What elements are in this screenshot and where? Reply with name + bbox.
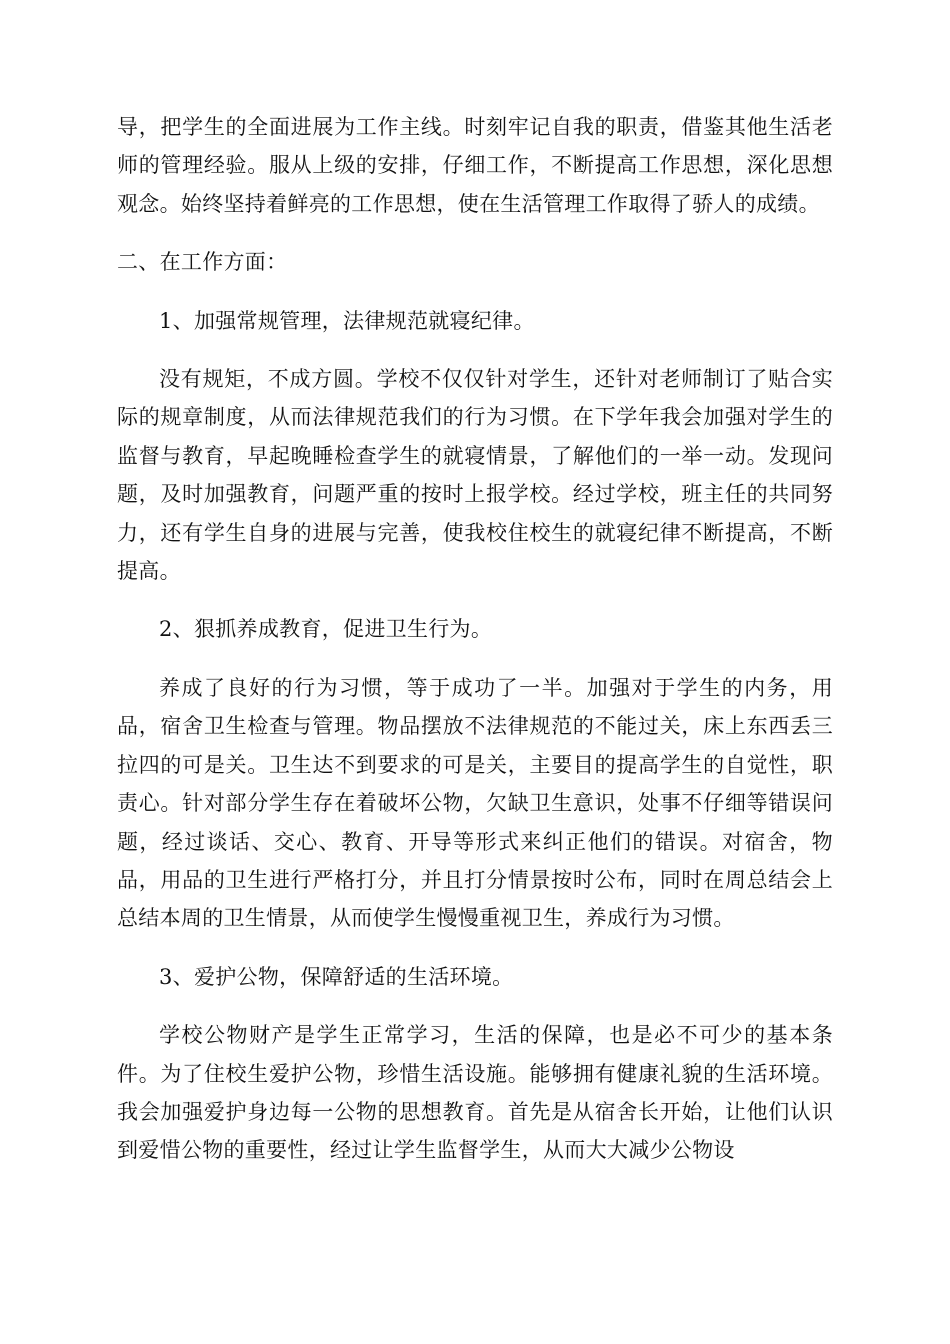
- paragraph-public-property: 学校公物财产是学生正常学习，生活的保障，也是必不可少的基本条件。为了住校生爱护公物，珍惜生活设施。能够拥有健康礼貌的生活环境。我会加强爱护身边每一公物的思想教育。首先是从宿舍长开始，让他们认识到爱惜公物的重要性，经过让学生监督学生，从而大大减少公物设: [117, 1023, 833, 1163]
- paragraph-hygiene-education: 养成了良好的行为习惯，等于成功了一半。加强对于学生的内务，用品，宿舍卫生检查与管理。物品摆放不法律规范的不能过关，床上东西丢三拉四的可是关。卫生达不到要求的可是关，主要目的提高学生的自觉性，职责心。针对部分学生存在着破坏公物，欠缺卫生意识，处事不仔细等错误问题，经过谈话、交心、教育、开导等形式来纠正他们的错误。对宿舍，物品，用品的卫生进行严格打分，并且打分情景按时公布，同时在周总结会上总结本周的卫生情景，从而使学生慢慢重视卫生，养成行为习惯。: [117, 675, 833, 931]
- paragraph-continuation: 导，把学生的全面进展为工作主线。时刻牢记自我的职责，借鉴其他生活老师的管理经验。服从上级的安排，仔细工作，不断提高工作思想，深化思想观念。始终坚持着鲜亮的工作思想，使在生活管理工作取得了骄人的成绩。: [117, 115, 833, 216]
- subheading-routine-management: 1、加强常规管理，法律规范就寝纪律。: [159, 308, 535, 333]
- document-body: [117, 108, 833, 1170]
- paragraph-routine-management: 没有规矩，不成方圆。学校不仅仅针对学生，还针对老师制订了贴合实际的规章制度，从而法律规范我们的行为习惯。在下学年我会加强对学生的监督与教育，早起晚睡检查学生的就寝情景，了解他们的一举一动。发现问题，及时加强教育，问题严重的按时上报学校。经过学校，班主任的共同努力，还有学生自身的进展与完善，使我校住校生的就寝纪律不断提高，不断提高。: [117, 367, 833, 584]
- subheading-public-property: 3、爱护公物，保障舒适的生活环境。: [159, 964, 514, 989]
- subheading-hygiene-education: 2、狠抓养成教育，促进卫生行为。: [159, 617, 493, 642]
- section-heading-work: 二、在工作方面：: [117, 250, 288, 275]
